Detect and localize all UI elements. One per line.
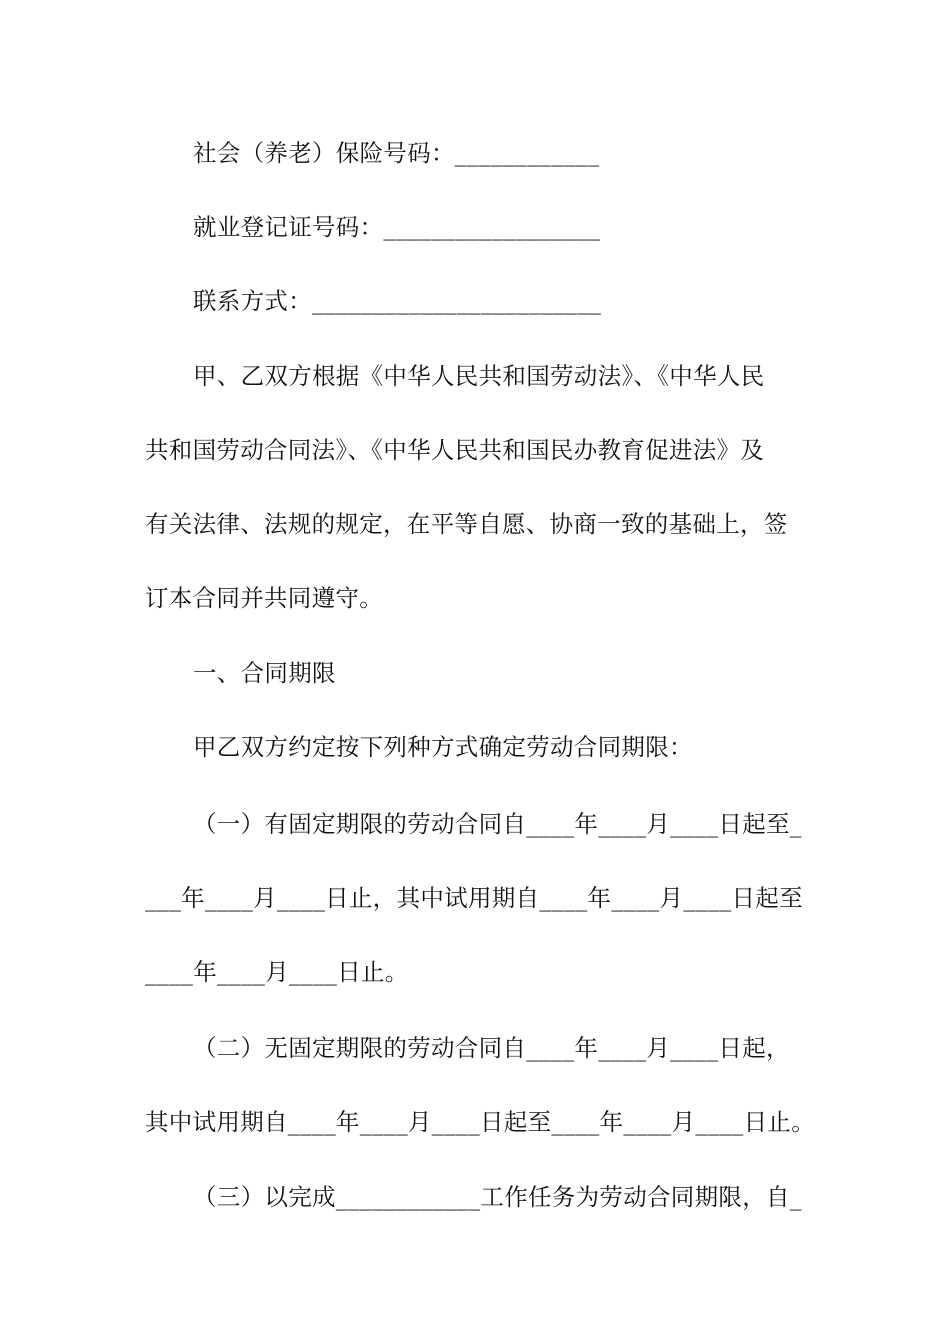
paragraph-line: 甲乙双方约定按下列种方式确定劳动合同期限： <box>193 733 693 761</box>
paragraph-line: 有关法律、法规的规定，在平等自愿、协商一致的基础上，签 <box>145 510 788 538</box>
paragraph-line: 订本合同并共同遵守。 <box>145 584 383 612</box>
clause-line: （二）无固定期限的劳动合同自____年____月____日起， <box>193 1034 790 1062</box>
clause-line: （三）以完成____________工作任务为劳动合同期限，自_ <box>193 1183 802 1211</box>
paragraph-line: 甲、乙双方根据《中华人民共和国劳动法》、《中华人民 <box>193 362 765 390</box>
employment-registration-number-line: 就业登记证号码：__________________ <box>193 213 601 241</box>
paragraph-line: 共和国劳动合同法》、《中华人民共和国民办教育促进法》及 <box>145 436 765 464</box>
social-insurance-number-line: 社会（养老）保险号码：____________ <box>193 139 600 167</box>
section-heading: 一、合同期限 <box>193 659 336 687</box>
clause-line: 其中试用期自____年____月____日起至____年____月____日止。 <box>145 1108 815 1136</box>
clause-line: ___年____月____日止，其中试用期自____年____月____日起至 <box>145 884 803 912</box>
contact-line: 联系方式：________________________ <box>193 287 602 315</box>
clause-line: ____年____月____日止。 <box>145 958 409 986</box>
clause-line: （一）有固定期限的劳动合同自____年____月____日起至_ <box>193 810 802 838</box>
